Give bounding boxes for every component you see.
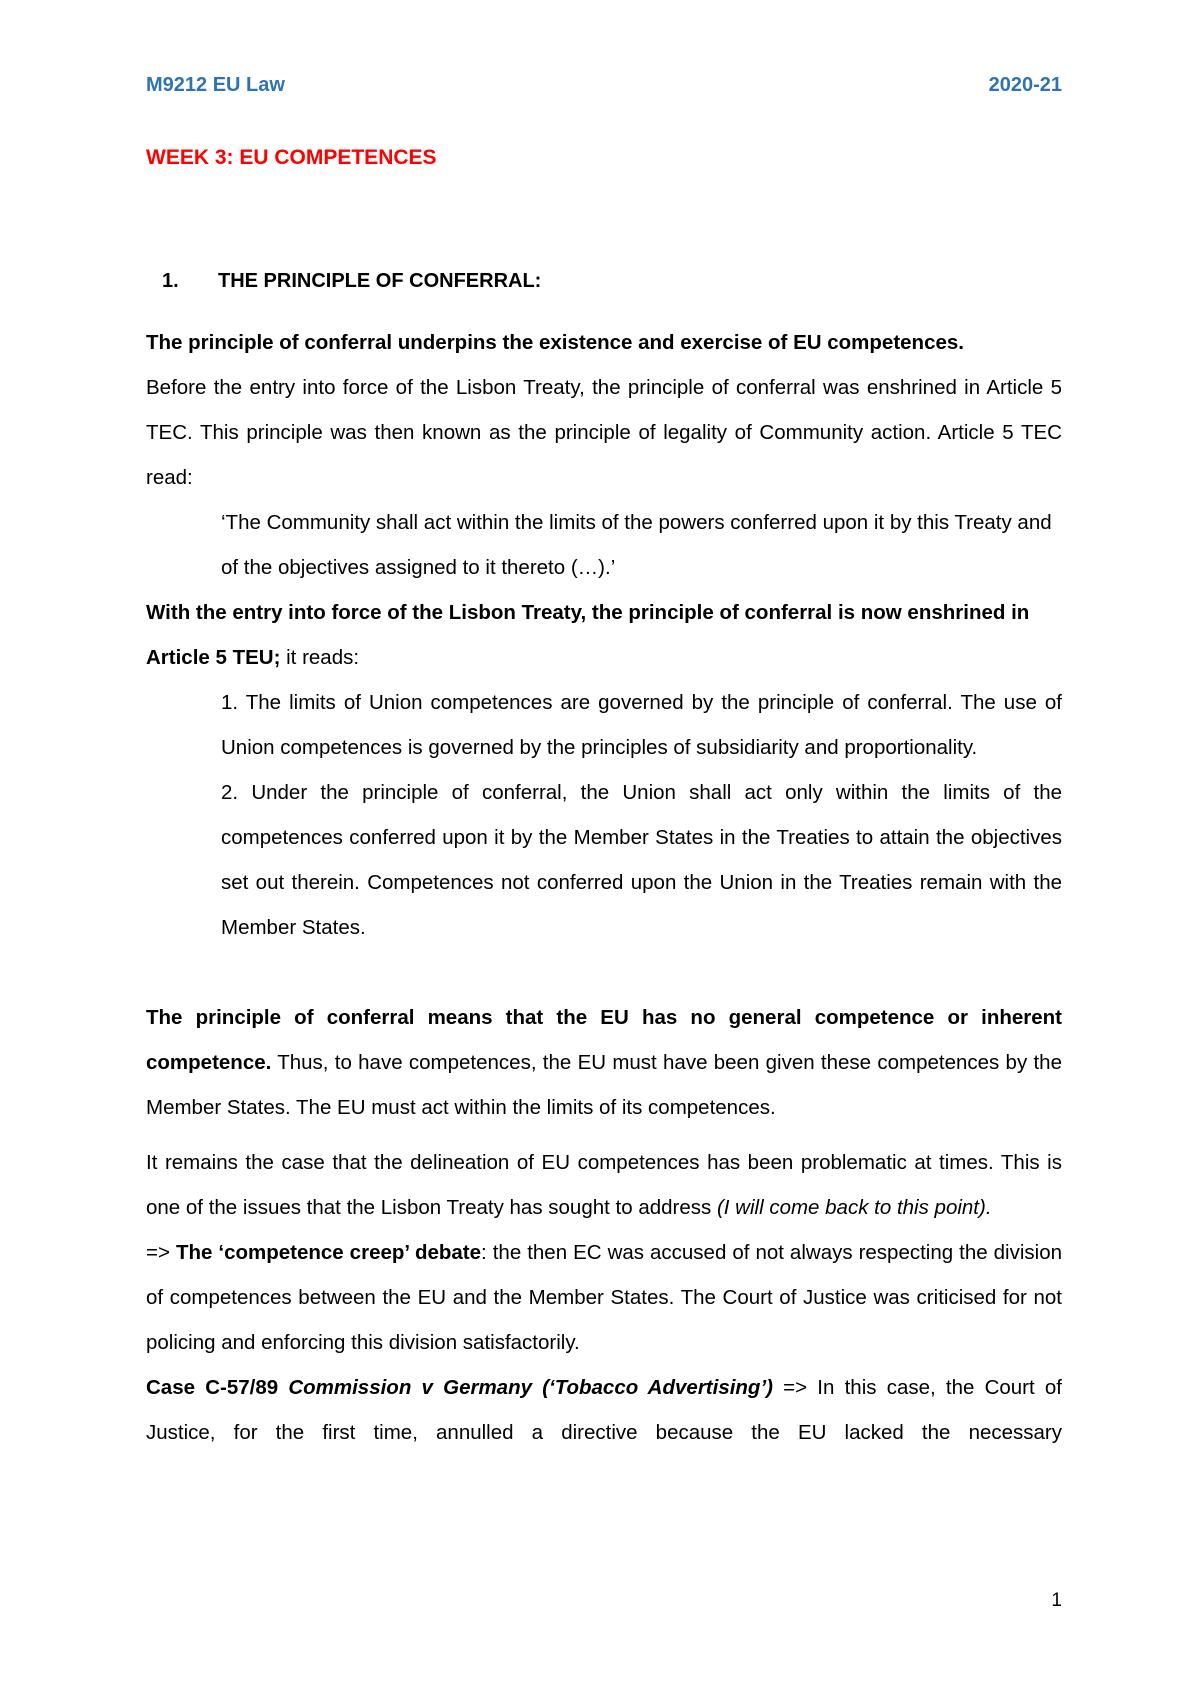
paragraph-competence-creep: => The ‘competence creep’ debate: the then EC was accused of not always respecting the division of competences between the EU and the Member States. The Court of Justice was criticised for not policing and enforcing this division satisfactorily. [146,1241,1063,1354]
paragraph-delineation: It remains the case that the delineation of EU competences has been problematic at times. This is one of the issues that the Lisbon Treaty has sought to address (I will come back to this point). [146,1151,1062,1219]
page-number: 1 [1051,1590,1062,1611]
section-label: THE PRINCIPLE OF CONFERRAL: [218,270,542,292]
quote-article-5-teu-1: 1. The limits of Union competences are governed by the principle of conferral. The use of Union competences is governed by the principles of subsidiarity and proportionality. [221,691,1062,759]
quote-article-5-teu-2: 2. Under the principle of conferral, the Union shall act only within the limits of the competences conferred upon it by the Member States in the Treaties to attain the objectives set out therein. Competences not conferred upon the Union in the Treaties remain with the Member States. [221,781,1062,939]
paragraph-intro-bold: The principle of conferral underpins the existence and exercise of EU competences. [146,331,964,354]
document-body [146,320,1062,1455]
paragraph-before-lisbon: Before the entry into force of the Lisbon Treaty, the principle of conferral was enshrined in Article 5 TEC. This principle was then known as the principle of legality of Community action. Article 5 TEC read: [146,376,1062,489]
header-year: 2020-21 [988,74,1062,96]
quote-article-5-tec: ‘The Community shall act within the limits of the powers conferred upon it by this Treaty and of the objectives assigned to it thereto (…).’ [221,511,1052,579]
section-number: 1. [162,270,179,292]
paragraph-no-general-competence: The principle of conferral means that the EU has no general competence or inherent competence. Thus, to have competences, the EU must have been given these competences by the Member States. The EU must act within the limits of its competences. [146,1006,1062,1119]
page-title: WEEK 3: EU COMPETENCES [146,146,437,169]
section-heading [162,270,541,293]
paragraph-lisbon: With the entry into force of the Lisbon Treaty, the principle of conferral is now enshrined in Article 5 TEU; it reads: [146,601,1030,669]
paragraph-tobacco-case: Case C-57/89 Commission v Germany (‘Tobacco Advertising’) => In this case, the Court of Justice, for the first time, annulled a directive because the EU lacked the necessary [146,1376,1062,1444]
header-course: M9212 EU Law [146,74,285,96]
